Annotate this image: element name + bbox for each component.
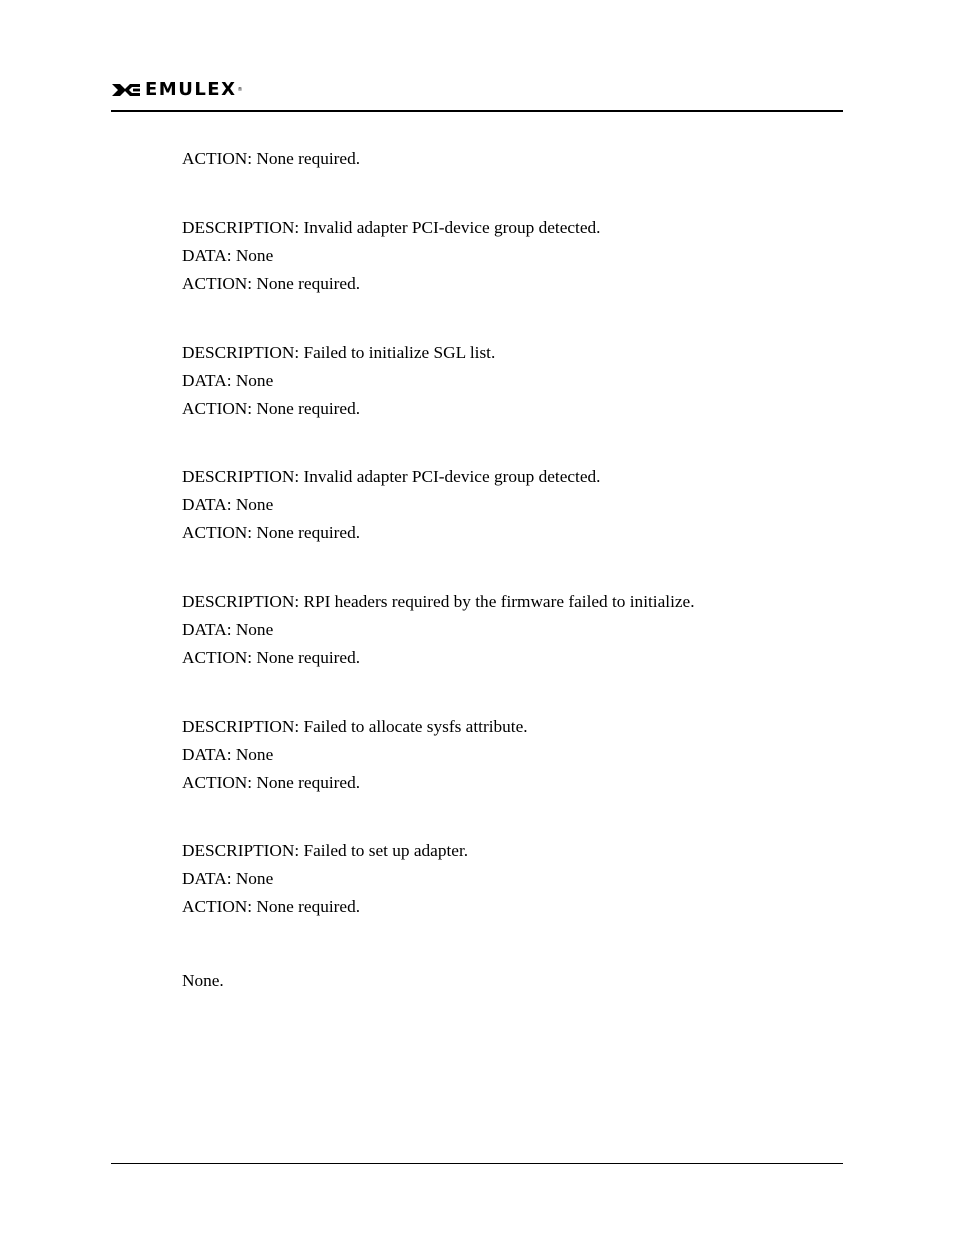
text-line: ACTION: None required. bbox=[182, 399, 361, 418]
text-line: DATA: None bbox=[182, 495, 274, 514]
text-line: DATA: None bbox=[182, 246, 274, 265]
text-line: DESCRIPTION: Invalid adapter PCI-device group detected. bbox=[182, 218, 601, 237]
page-header bbox=[111, 78, 843, 112]
trademark-symbol: ® bbox=[237, 87, 243, 93]
footer-divider bbox=[111, 1163, 843, 1164]
text-line: DESCRIPTION: Failed to set up adapter. bbox=[182, 841, 469, 860]
text-line: ACTION: None required. bbox=[182, 773, 361, 792]
emulex-mark-icon bbox=[111, 82, 141, 98]
text-line: ACTION: None required. bbox=[182, 648, 361, 667]
text-line: ACTION: None required. bbox=[182, 523, 361, 542]
brand-name: EMULEX bbox=[145, 79, 237, 100]
text-line: DESCRIPTION: RPI headers required by the firmware failed to initialize. bbox=[182, 592, 695, 611]
text-line: DESCRIPTION: Failed to allocate sysfs attribute. bbox=[182, 717, 528, 736]
text-line: ACTION: None required. bbox=[182, 274, 361, 293]
emulex-logo bbox=[111, 79, 243, 100]
text-line: DATA: None bbox=[182, 869, 274, 888]
text-line: DATA: None bbox=[182, 620, 274, 639]
text-line: ACTION: None required. bbox=[182, 149, 361, 168]
text-line: DATA: None bbox=[182, 371, 274, 390]
text-line: DESCRIPTION: Failed to initialize SGL list. bbox=[182, 343, 496, 362]
text-line: DESCRIPTION: Invalid adapter PCI-device group detected. bbox=[182, 467, 601, 486]
text-line: None. bbox=[182, 971, 224, 990]
text-line: ACTION: None required. bbox=[182, 897, 361, 916]
text-line: DATA: None bbox=[182, 745, 274, 764]
